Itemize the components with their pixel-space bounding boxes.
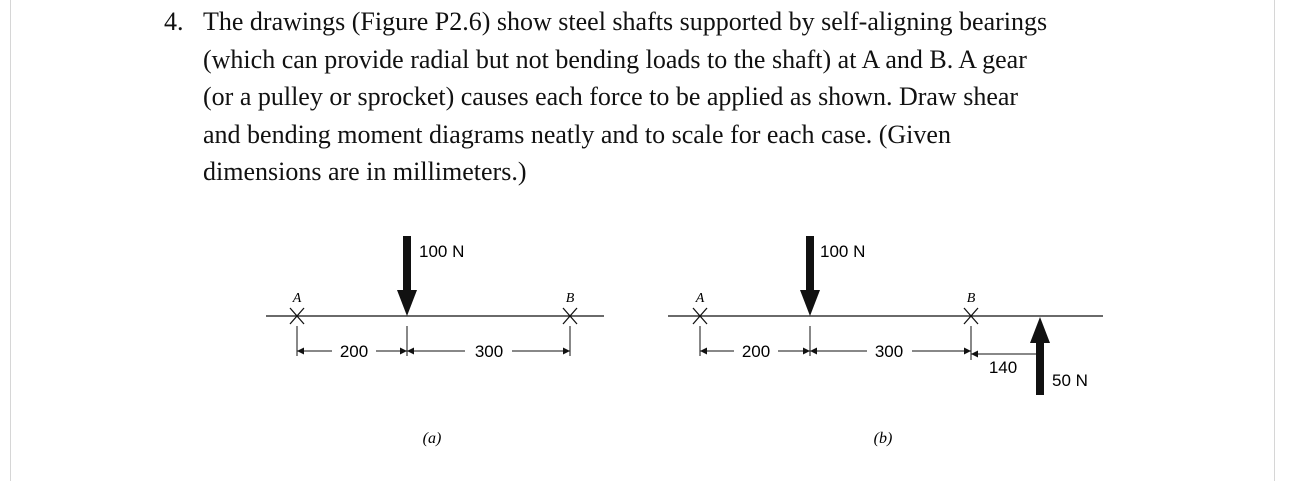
bearing-b-right-label: B bbox=[966, 291, 976, 306]
problem-line-5: dimensions are in millimeters.) bbox=[203, 157, 527, 186]
dimension-a-200: 200 bbox=[339, 342, 369, 361]
problem-line-3: (or a pulley or sprocket) causes each force to be applied as shown. Draw shear bbox=[203, 82, 1019, 111]
dimension-a-300: 300 bbox=[474, 342, 504, 361]
overhang-load-arrow-b bbox=[1030, 317, 1050, 395]
bearing-a-left-label: A bbox=[292, 291, 302, 306]
dimension-b-200: 200 bbox=[741, 342, 771, 361]
load-arrow-b bbox=[800, 236, 820, 316]
bearing-b-left-label: A bbox=[695, 291, 705, 306]
figure-a-caption: (a) bbox=[422, 430, 442, 447]
dimension-b-140: 140 bbox=[988, 358, 1018, 377]
bearing-a-right-label: B bbox=[565, 291, 575, 306]
problem-number: 4. bbox=[164, 7, 184, 36]
figure-b-caption: (b) bbox=[873, 430, 893, 447]
problem-line-2: (which can provide radial but not bending loads to the shaft) at A and B. A gear bbox=[203, 44, 1027, 74]
problem-line-1: The drawings (Figure P2.6) show steel shafts supported by self-aligning bearings bbox=[203, 7, 1048, 36]
load-label-a: 100 N bbox=[419, 242, 465, 261]
figure-b bbox=[668, 236, 1103, 447]
load-arrow-a bbox=[397, 236, 417, 316]
overhang-load-label-b: 50 N bbox=[1052, 371, 1088, 390]
dimension-lines-a bbox=[297, 326, 570, 356]
load-label-b: 100 N bbox=[820, 242, 866, 261]
problem-line-4: and bending moment diagrams neatly and to scale for each case. (Given bbox=[203, 119, 951, 149]
figure-a bbox=[266, 236, 604, 447]
dimension-b-300: 300 bbox=[874, 342, 904, 361]
